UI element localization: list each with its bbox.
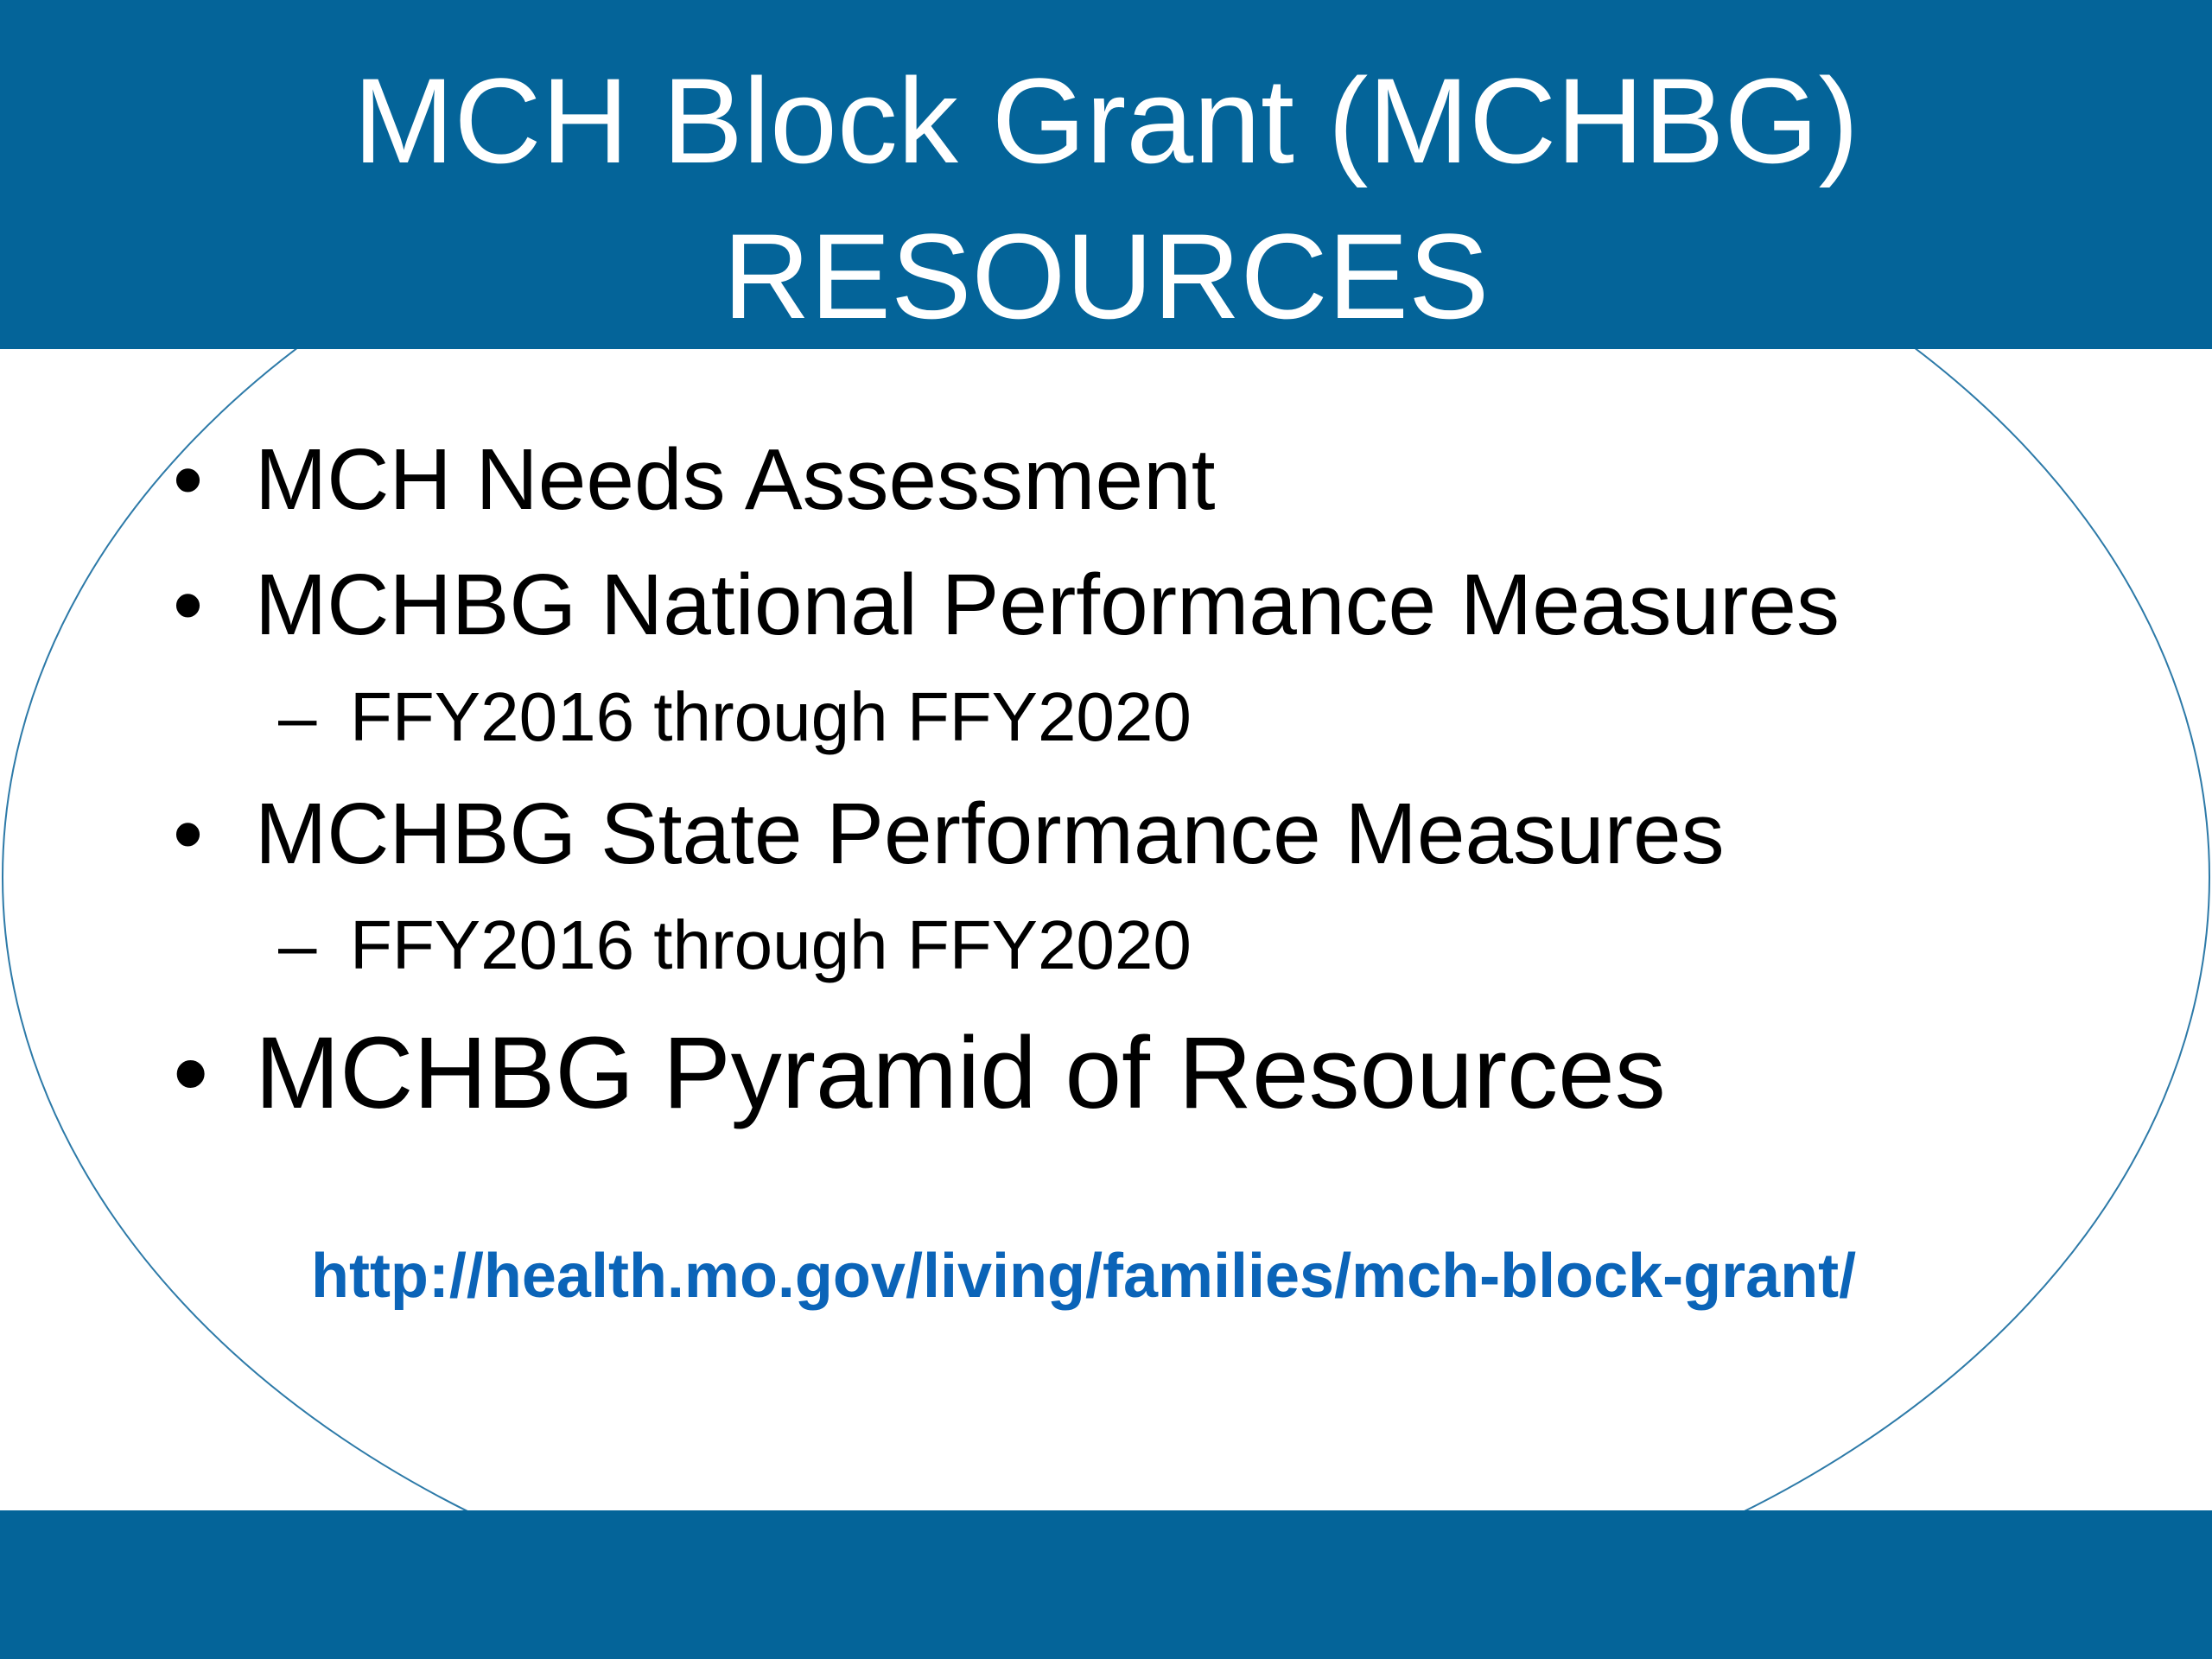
sub-bullet-marker: – [278,906,317,983]
title-line-2: RESOURCES [722,208,1490,344]
bullet-item [0,553,2212,657]
bullet-marker: • [173,785,204,882]
sub-bullet-marker: – [278,678,317,755]
bullet-text: MCHBG Pyramid of Resources [255,1016,1666,1130]
bullet-item [0,1013,2212,1134]
sub-bullet-text: FFY2016 through FFY2020 [350,906,1192,983]
bullet-text: MCH Needs Assessment [255,431,1216,528]
title-line-1: MCH Block Grant (MCHBG) [353,53,1859,188]
bullet-marker: • [173,431,204,528]
sub-bullet-item [0,674,2212,760]
sub-bullet-text: FFY2016 through FFY2020 [350,678,1192,755]
bullet-marker: • [173,1016,209,1130]
bullet-marker: • [173,556,204,653]
bullet-item [0,428,2212,531]
mch-block-grant-link[interactable]: http://health.mo.gov/living/families/mch-block-grant/ [311,1242,1857,1311]
bullet-text: MCHBG State Performance Measures [255,785,1725,882]
bullet-item [0,782,2212,886]
bullet-text: MCHBG National Performance Measures [255,556,1840,653]
sub-bullet-item [0,902,2212,988]
